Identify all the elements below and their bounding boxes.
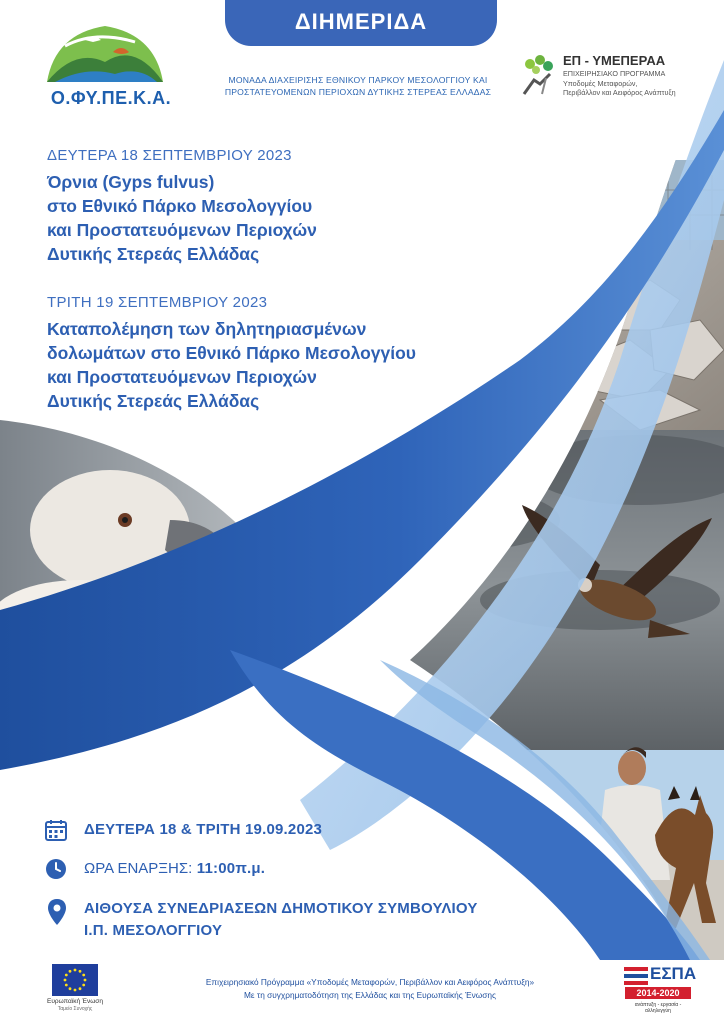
venue-line1: ΑΙΘΟΥΣΑ ΣΥΝΕΔΡΙΑΣΕΩΝ ΔΗΜΟΤΙΚΟΥ ΣΥΜΒΟΥΛΙΟΥ bbox=[84, 900, 478, 917]
location-pin-icon bbox=[47, 898, 67, 926]
footer-cofund-line: Με τη συγχρηματοδότηση της Ελλάδας και της Ευρωπαϊκής Ένωσης bbox=[244, 990, 496, 1000]
eu-flag-icon bbox=[52, 964, 98, 996]
session-2-title-line: δολωμάτων στο Εθνικό Πάρκο Μεσολογγίου bbox=[47, 343, 416, 363]
session-2-title-line: και Προστατευόμενων Περιοχών bbox=[47, 367, 317, 387]
program-logo-line1: ΕΠΙΧΕΙΡΗΣΙΑΚΟ ΠΡΟΓΡΑΜΜΑ bbox=[563, 69, 666, 78]
eu-sublabel: Ταμείο Συνοχής bbox=[57, 1006, 93, 1012]
session-1-title-line: και Προστατευόμενων Περιοχών bbox=[47, 220, 317, 240]
session-1-title-line: στο Εθνικό Πάρκο Μεσολογγίου bbox=[47, 196, 313, 216]
session-1-title-line: Δυτικής Στερεάς Ελλάδας bbox=[47, 244, 260, 264]
program-logo-line2: Υποδομές Μεταφορών, bbox=[563, 78, 638, 88]
session-1-day: ΔΕΥΤΕΡΑ 18 ΣΕΠΤΕΜΒΡΙΟΥ 2023 bbox=[47, 147, 292, 164]
program-logo-title: ΕΠ - ΥΜΕΠΕΡΑΑ bbox=[563, 53, 666, 68]
session-2-title-line: Δυτικής Στερεάς Ελλάδας bbox=[47, 391, 260, 411]
espa-title: ΕΣΠΑ bbox=[650, 964, 697, 983]
start-time bbox=[84, 860, 265, 878]
event-date: ΔΕΥΤΕΡΑ 18 & ΤΡΙΤΗ 19.09.2023 bbox=[84, 821, 323, 838]
calendar-icon bbox=[44, 818, 68, 842]
eu-label: Ευρωπαϊκή Ένωση bbox=[47, 998, 103, 1005]
org-name: Ο.ΦΥ.ΠΕ.Κ.Α. bbox=[50, 88, 172, 108]
session-2-title bbox=[47, 317, 416, 413]
program-logo-line3: Περιβάλλον και Αειφόρος Ανάπτυξη bbox=[563, 88, 676, 97]
espa-years: 2014-2020 bbox=[636, 988, 680, 998]
venue-line2: Ι.Π. ΜΕΣΟΛΟΓΓΙΟΥ bbox=[84, 922, 223, 939]
management-unit: ΜΟΝΑΔΑ ΔΙΑΧΕΙΡΙΣΗΣ ΕΘΝΙΚΟΥ ΠΑΡΚΟΥ ΜΕΣΟΛΟΓΓΙΟΥ ΚΑΙ ΠΡΟΣΤΑΤΕΥΟΜΕΝΩΝ ΠΕΡΙΟΧΩΝ ΔΥΤΙΚΗΣ ΣΤΕΡΕΑΣ ΕΛΛΑΔΑΣ bbox=[224, 75, 492, 97]
program-logo-icon bbox=[520, 52, 560, 96]
session-1-title bbox=[47, 170, 317, 266]
clock-icon bbox=[45, 858, 67, 880]
espa-tagline: ανάπτυξη - εργασία - αλληλεγγύη bbox=[634, 1002, 682, 1014]
session-1-title-line: Όρνια (Gyps fulvus) bbox=[47, 172, 215, 192]
program-logo-subtitle bbox=[563, 69, 676, 98]
footer-program-line: Επιχειρησιακό Πρόγραμμα «Υποδομές Μεταφορών, Περιβάλλον και Αειφόρος Ανάπτυξη» bbox=[205, 977, 535, 987]
org-logo-icon bbox=[45, 22, 165, 84]
session-2-title-line: Καταπολέμηση των δηλητηριασμένων bbox=[47, 319, 367, 339]
start-time-value: 11:00π.μ. bbox=[196, 860, 266, 877]
start-time-label: ΩΡΑ ΕΝΑΡΞΗΣ: bbox=[84, 860, 193, 877]
event-type-label: ΔΙΗΜΕΡΙΔΑ bbox=[294, 9, 428, 34]
espa-logo-icon bbox=[624, 965, 648, 987]
venue bbox=[84, 898, 478, 942]
session-2-day: ΤΡΙΤΗ 19 ΣΕΠΤΕΜΒΡΙΟΥ 2023 bbox=[47, 294, 268, 311]
